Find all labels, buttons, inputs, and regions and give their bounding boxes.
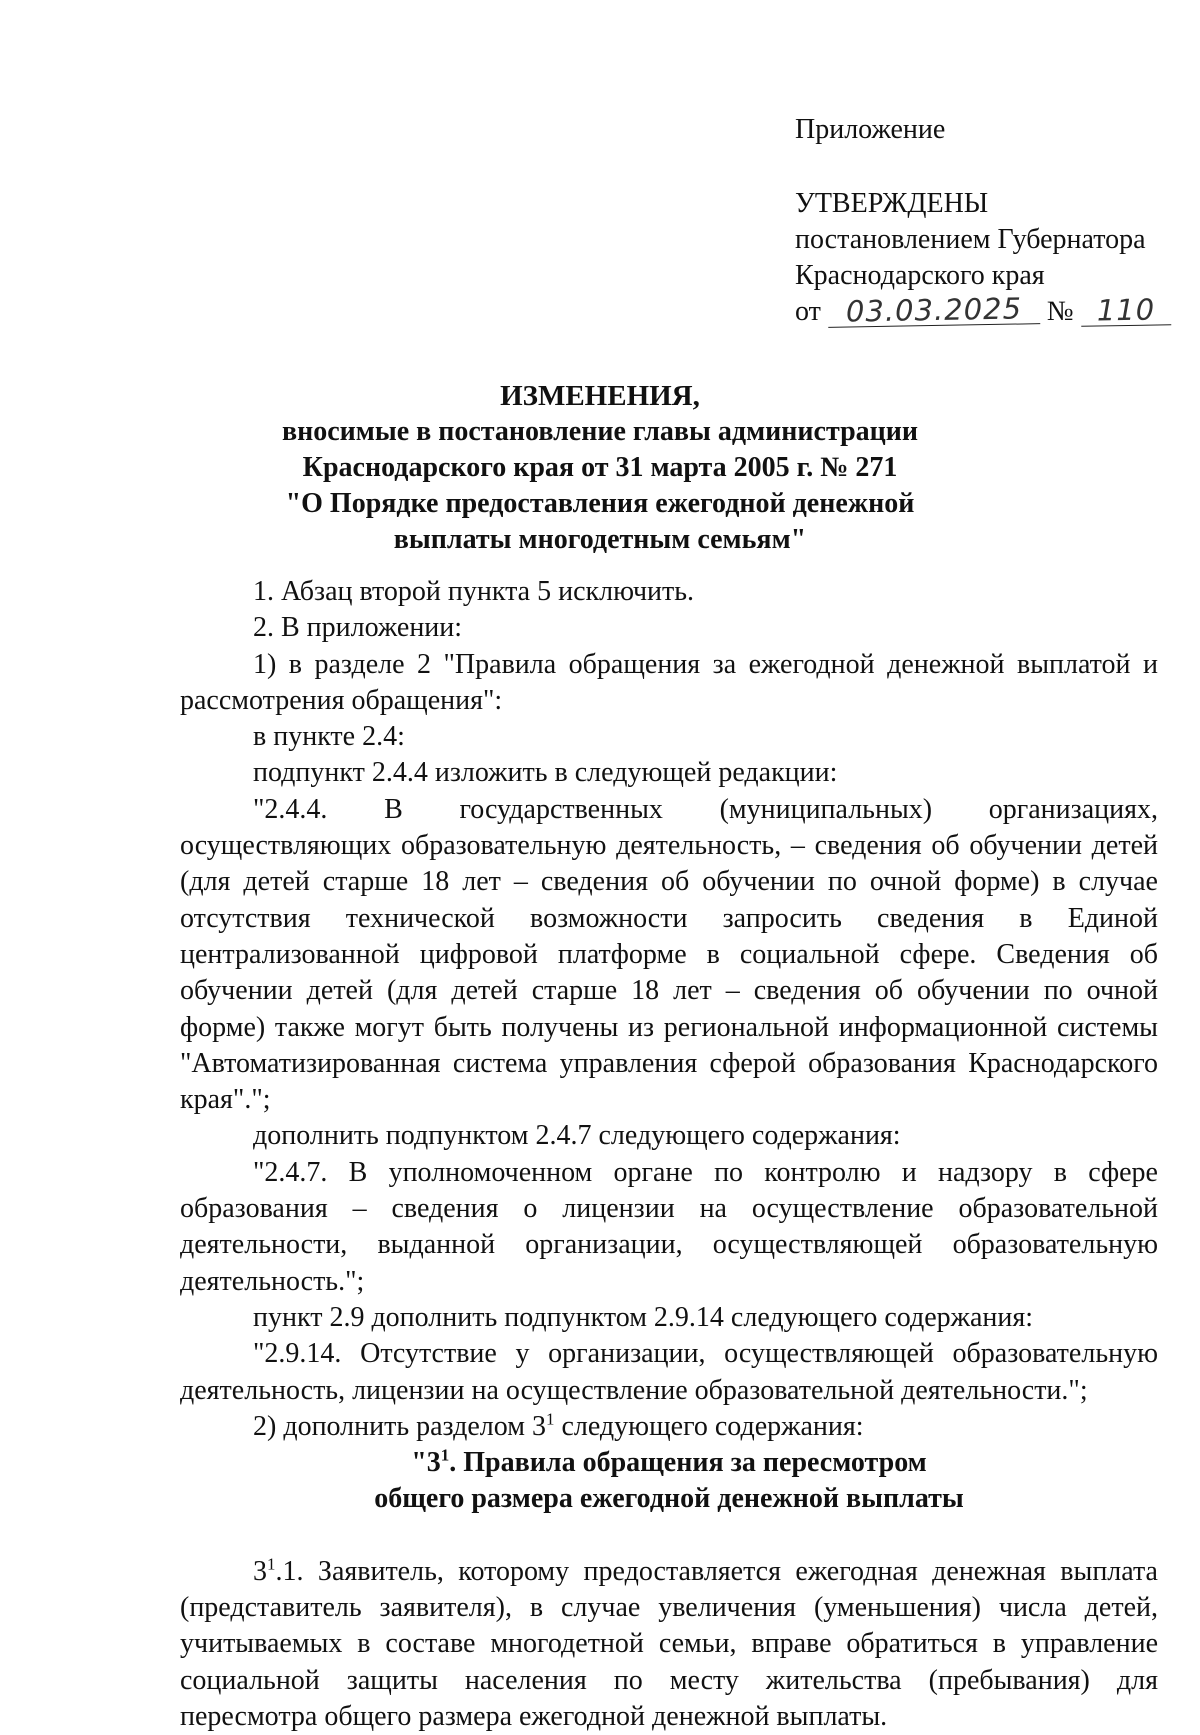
paragraph-11: 2) дополнить разделом $3^1$ следующего содержания: [253,1409,864,1442]
paragraph-8: "2.4.7. В уполномоченном органе по контролю и надзору в сфере образования – сведения о лицензии на осуществление образовательной деятельности, выданной организации, осуществляющей образовательную деятельность."; [180,1156,1158,1297]
approval-block [795,112,1175,330]
title-line-5: выплаты многодетным семьям" [393,524,807,555]
paragraph-7: дополнить подпунктом 2.4.7 следующего содержания: [253,1120,901,1152]
paragraph-5: подпункт 2.4.4 изложить в следующей редакции: [253,757,838,789]
paragraph-9: пункт 2.9 дополнить подпунктом 2.9.14 следующего содержания: [253,1301,1034,1333]
title-line-3: Краснодарского края от 31 марта 2005 г. № 271 [302,452,898,483]
section-heading-line-2: общего размера ежегодной денежной выплаты [374,1483,964,1515]
paragraph-4: в пункте 2.4: [253,721,405,753]
document-body [180,574,1158,1735]
paragraph-12: $3^1.1$. Заявитель, которому предоставляется ежегодная денежная выплата (представитель заявителя), в случае увеличения (уменьшения) числа детей, учитываемых в составе многодетной семьи, вправе обратиться в управление социальной защиты населения по месту жительства (пребывания) для пересмотра общего размера ежегодной денежной выплаты. [180,1554,1158,1732]
paragraph-1: 1. Абзац второй пункта 5 исключить. [253,576,695,607]
approved-label: УТВЕРЖДЕНЫ [795,188,989,219]
handwritten-date: 03.03.2025 [828,293,1041,328]
paragraph-2: 2. В приложении: [253,612,463,644]
paragraph-6: "2.4.4. В государственных (муниципальных) организациях, осуществляющих образовательную деятельность, – сведения об обучении детей (для детей старше 18 лет – сведения об обучении по очной форме) в случае отсутствия технической возможности запросить сведения в Единой централизованной цифровой платформе в социальной сфере. Сведения об обучении детей (для детей старше 18 лет – сведения об обучении по очной форме) также могут быть получены из региональной информационной системы "Автоматизированная система управления сферой образования Краснодарского края"."; [180,793,1158,1116]
title-line-1: ИЗМЕНЕНИЯ, [500,380,700,412]
appendix-label: Приложение [795,114,946,145]
paragraph-3: 1) в разделе 2 "Правила обращения за ежегодной денежной выплатой и рассмотрения обращения": [180,648,1158,716]
handwritten-number: 110 [1080,294,1171,327]
number-sign: № [1046,296,1074,327]
date-prefix: от [795,296,821,327]
title-line-4: "О Порядке предоставления ежегодной денежной [285,488,915,519]
approved-by-line2: Краснодарского края [795,260,1045,291]
document-title [0,378,1200,558]
approved-by-line1: постановлением Губернатора [795,224,1146,255]
section-heading-line-1: "$3^1$. Правила обращения за пересмотром [411,1445,927,1479]
paragraph-10: "2.9.14. Отсутствие у организации, осуществляющей образовательную деятельность, лицензии на осуществление образовательной деятельности."; [180,1338,1158,1406]
title-line-2: вносимые в постановление главы администрации [281,416,919,447]
date-number-line [795,291,1175,330]
